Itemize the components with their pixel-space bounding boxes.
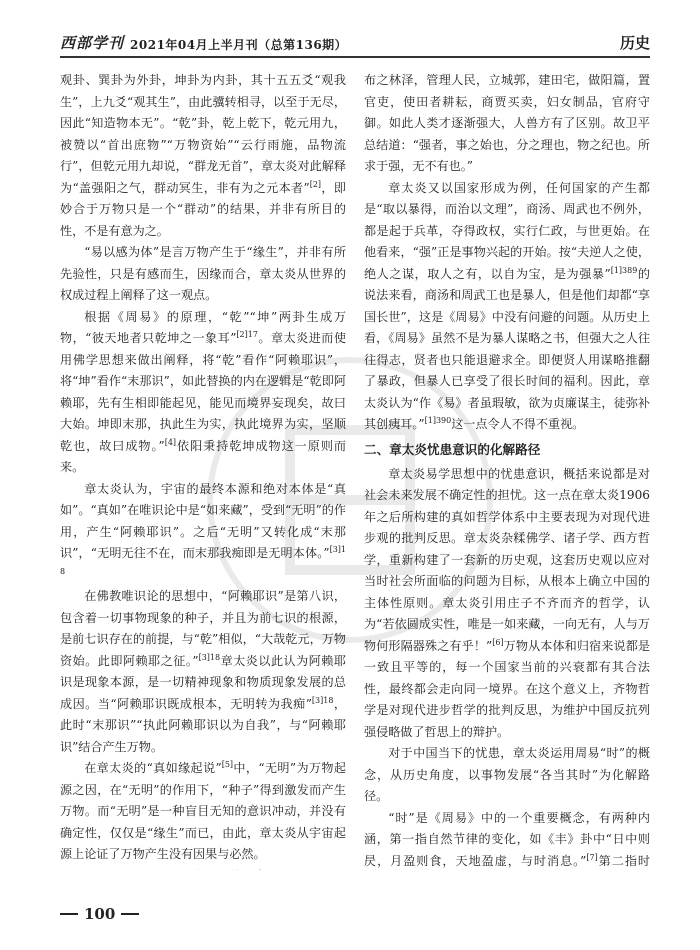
subsection-heading bbox=[60, 866, 346, 871]
section-label: 历史 bbox=[619, 34, 650, 52]
page-header bbox=[60, 30, 650, 58]
paragraph-text: 万物从本体和归宿来说都是一致且平等的，每一个国家当前的兴衰都有其合法性，最终都会走向同一境界。在这个意义上，齐物哲学是对现代进步哲学的批判反思，为维护中国反抗列强侵略做了哲思上的辩护。 bbox=[364, 638, 650, 739]
header-left bbox=[60, 32, 347, 53]
citation-ref: [3]18 bbox=[198, 652, 221, 662]
paragraph-text: 在佛教唯识论的思想中，“阿赖耶识”是第八识，包含着一切事物现象的种子，并且为前七识的根源，是前七识存在的前提，与“乾”相似，“大哉乾元，万物资始。此即阿赖耶之征。” bbox=[60, 589, 346, 668]
paragraph-text: 章太炎又以国家形成为例，任何国家的产生都是“取以暴得，而治以文理”，商汤、周武也不例外，都是起于兵革，夺得政权，实行仁政，与世更始。在他看来，“强”正是事物兴起的开始。按“夫逆人之使，绝人之谋，取人之有，以自为宝，是为强暴” bbox=[364, 180, 650, 281]
section-heading: 二、章太炎忧患意识的化解路径 bbox=[364, 441, 541, 457]
paragraph-text: “易以感为体”是言万物产生于“缘生”，并非有所先验性，只是有感而生，因缘而合，章太炎从世界的权成过程上阐释了这一观点。 bbox=[60, 245, 346, 302]
paragraph bbox=[60, 307, 346, 479]
citation-ref: [7] bbox=[586, 852, 598, 862]
citation-ref: [3]18 bbox=[311, 695, 334, 705]
paragraph-text: 在章太炎的“真如缘起说” bbox=[84, 761, 222, 775]
paragraph-text: 根据《周易》的原理，“乾”“坤”两卦生成万物，“彼天地者只乾坤之一象耳” bbox=[60, 309, 346, 345]
citation-ref: [2] bbox=[309, 179, 322, 189]
paragraph bbox=[60, 758, 346, 866]
paragraph-text: 观卦、巽卦为外卦，坤卦为内卦，其十五五爻“观我生”，上九爻“观其生”，由此骥转相寻，以至于无尽，因此“知造物本无”。“乾”卦，乾上乾下，乾元用九，被赞以“首出庶物”“万物资始”“云行雨施，品物流行”，但乾元用九却说，“群龙无首”，章太炎对此解释为“盖强阳之气，群动冥生，非有为之元本者” bbox=[60, 73, 346, 195]
citation-ref: [4] bbox=[164, 437, 177, 447]
right-column bbox=[364, 70, 650, 870]
footer-dash-right bbox=[121, 913, 139, 915]
paragraph-text: 第二指时 bbox=[597, 853, 650, 868]
paragraph-text: ，此时“末那识”“执此阿赖耶识以为自我”，与“阿赖耶识”结合产生万物。 bbox=[60, 696, 346, 754]
paragraph-text: 依阳秉持乾坤成物这一原则而来。 bbox=[60, 438, 346, 474]
left-column bbox=[60, 70, 346, 870]
citation-ref: [1]390 bbox=[424, 415, 452, 425]
paragraph-text: 布之林泽，管理人民，立城郭，建田宅，做阳篇，置官吏，使田者耕耘，商贾买卖，妇女制品，官府守御。如此人类才逐渐强大，人兽方有了区别。故卫平总结道：“强者，事之始也，分之理也，物之纪也。所求于强，无不有也。” bbox=[364, 73, 650, 173]
citation-ref: [2]17 bbox=[236, 329, 258, 339]
paragraph-text: “时”是《周易》中的一个重要概念，有两种内涵，第一指自然节律的变化，如《丰》卦中“日中则昃，月盈则食，天地盈虚，与时消息。” bbox=[364, 810, 650, 868]
paragraph bbox=[364, 808, 650, 871]
paragraph-text: 对于中国当下的忧患，章太炎运用周易“时”的概念，从历史角度，以事物发展“各当其时”为化解路径。 bbox=[364, 746, 650, 803]
paragraph-text: 的说法来看，商汤和周武工也是暴人，但是他们却都“享国长世”，这是《周易》中没有问避的问题。从历史上看，《周易》虽然不是为暴人谋略之书，但强大之人往往得志，贤者也只能退避求全。即便贤人用谋略推翻了暴政，但暴人已享受了很长时间的福利。因此，章太炎认为“作《易》者虽瑕敏，欲为贞廉谋主，徒弥补其创痍耳。” bbox=[364, 266, 650, 431]
page-footer bbox=[60, 905, 139, 923]
paragraph bbox=[60, 479, 346, 587]
paragraph bbox=[364, 743, 650, 808]
paragraph bbox=[364, 464, 650, 744]
footer-dash-left bbox=[60, 913, 78, 915]
paragraph bbox=[60, 242, 346, 307]
issue-info: 2021年04月上半月刊（总第136期） bbox=[130, 38, 348, 52]
citation-ref: [6] bbox=[492, 637, 504, 647]
paragraph-text: 这一点令人不得不重视。 bbox=[451, 417, 585, 431]
paragraph bbox=[60, 70, 346, 242]
journal-logo: 西部学刊 bbox=[60, 34, 125, 52]
paragraph-text: 。章太炎进而使用佛学思想来做出阐释，将“乾”看作“阿赖耶识”，将“坤”看作“末那识”，如此替换的内在逻辑是“乾即阿赖耶，先有生相即能起见，能见而境界妄现矣，故曰大始。坤即末那，执此生为实，执此境界为实，坚顺乾也，故曰成物。” bbox=[60, 331, 346, 453]
paragraph bbox=[364, 70, 650, 178]
article-body bbox=[60, 70, 650, 870]
paragraph bbox=[364, 178, 650, 436]
paragraph-text: 章太炎认为，宇宙的最终本源和绝对本体是“真如”。“真如”在唯识论中是“如来藏”，受到“无明”的作用，产生“阿赖耶识”。之后“无明”又转化成“末那识”，“无明无往不在，而末那我痴即是无明本体。” bbox=[60, 481, 346, 560]
citation-ref: [5] bbox=[221, 759, 234, 769]
paragraph-text: ，即妙合于万物只是一个“群动”的结果，并非有所目的性，不是有意为之。 bbox=[60, 180, 346, 238]
paragraph-text: 章太炎易学思想中的忧患意识，概括来说都是对社会未来发展不确定性的担忧。这一点在章太炎1906年之后所构建的真如哲学体系中主要表现为对现代进步观的批判反思。章太炎杂糅佛学、诸子学、西方哲学，重新构建了一套新的历史观，这套历史观以应对当时社会所面临的问题为目标，从根本上确立中国的主体性原则。章太炎引用庄子不齐而齐的哲学，认为“若依圆成实性，唯是一如来藏，一向无有，人与万物何形隔器殊之有乎！” bbox=[364, 466, 650, 653]
citation-ref: [1]389 bbox=[610, 265, 638, 275]
page-number: 100 bbox=[84, 905, 116, 923]
citation-ref: [3]18 bbox=[60, 544, 346, 576]
paragraph-text: 章太炎以此认为阿赖耶识是现象本源，是一切精神现象和物质现象发展的总成因。当“阿赖耶识既成根本，无明转为我痴” bbox=[60, 653, 346, 711]
paragraph-text: 中，“无明”为万物起源之因，在“无明”的作用下，“种子”得到激发而产生万物。而“无明”是一种盲目无知的意识冲动，并没有确定性，仅仅是“缘生”而已，由此，章太炎从宇宙起源上论证了万物产生没有因果与必然。 bbox=[60, 761, 346, 861]
paragraph bbox=[60, 586, 346, 758]
